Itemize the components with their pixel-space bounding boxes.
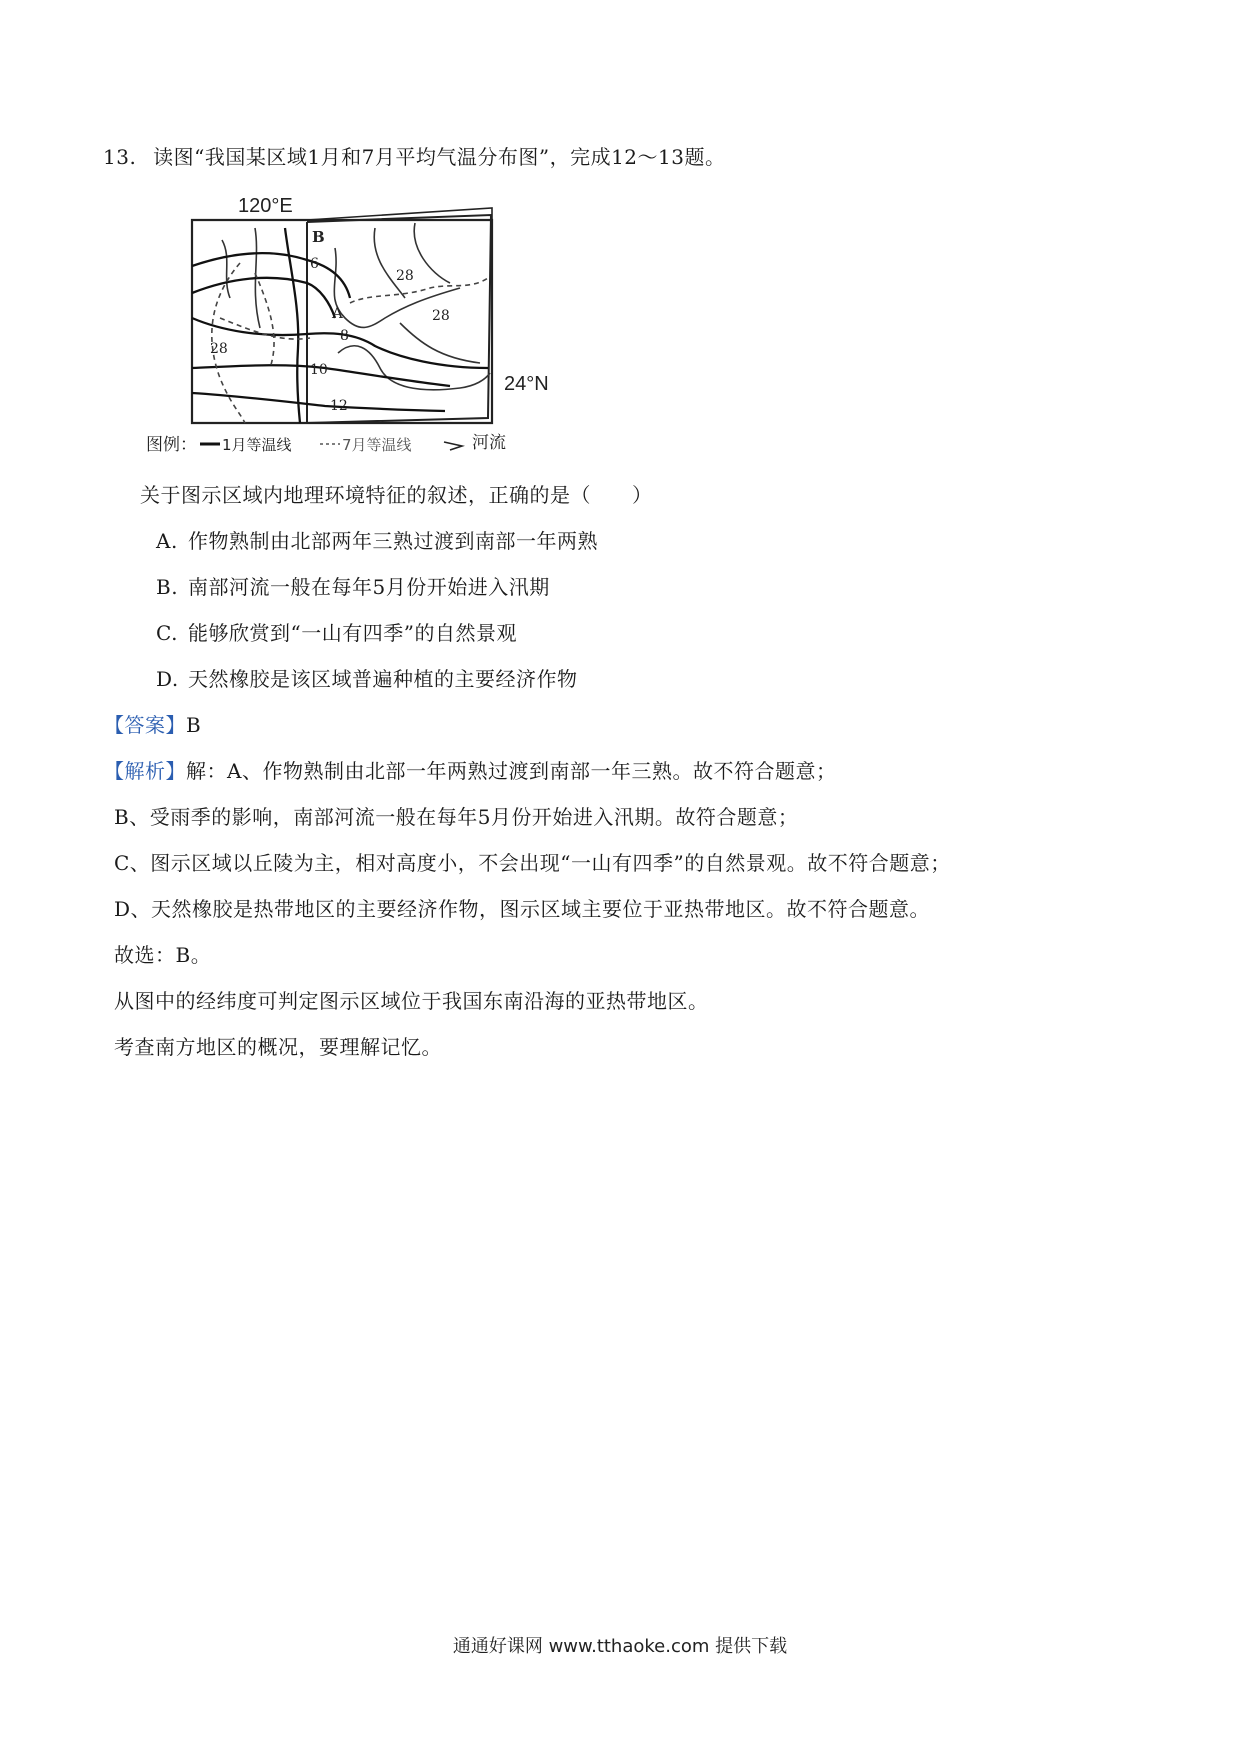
isotherm-label-28-top: 28 [396,268,414,284]
legend-jan-label: 1月等温线 [222,436,292,454]
option-a-letter: A. [156,529,178,553]
option-b [156,574,550,600]
question-prompt-line [103,144,725,170]
legend-title: 图例： [146,435,197,455]
option-d [156,666,578,692]
option-d-letter: D. [156,667,179,691]
analysis-reasoning: 从图中的经纬度可判定图示区域位于我国东南沿海的亚热带地区。 [114,989,709,1013]
latitude-label: 24°N [504,373,549,395]
analysis-line-1 [104,758,836,784]
answer-value: B [186,713,202,737]
isotherm-label-28-right: 28 [432,308,450,324]
jan-isotherms [192,228,488,423]
isotherm-label-6: 6 [310,256,319,272]
isotherm-label-12: 12 [330,398,348,414]
answer-tag: 【答案】 [104,713,186,737]
analysis-text-1: 解：A、作物熟制由北部一年两熟过渡到南部一年三熟。故不符合题意； [186,759,837,783]
option-c-text: 能够欣赏到“一山有四季”的自然景观 [188,621,517,645]
longitude-label: 120°E [238,195,293,217]
question-prompt: 读图“我国某区域1月和7月平均气温分布图”，完成12～13题。 [153,145,726,169]
answer-line [104,712,201,738]
analysis-line-2: B、受雨季的影响，南部河流一般在每年5月份开始进入汛期。故符合题意； [114,805,799,829]
isotherm-label-28-left: 28 [210,341,228,357]
legend-jul-label: 7月等温线 [342,436,412,454]
option-a-text: 作物熟制由北部两年三熟过渡到南部一年两熟 [188,529,598,553]
page-footer: 通通好课网 www.tthaoke.com 提供下载 [452,1636,788,1657]
analysis-line-3: C、图示区域以丘陵为主，相对高度小，不会出现“一山有四季”的自然景观。故不符合题意； [114,851,951,875]
option-a [156,528,598,554]
option-c [156,620,517,646]
analysis-conclusion: 故选：B。 [114,943,212,967]
option-c-letter: C. [156,621,178,645]
isotherm-label-8: 8 [340,328,349,344]
analysis-line-4: D、天然橡胶是热带地区的主要经济作物，图示区域主要位于亚热带地区。故不符合题意。 [114,897,931,921]
legend-river-label: 河流 [472,433,506,453]
option-b-letter: B. [156,575,179,599]
legend-river-swatch [444,442,462,450]
temperature-map-figure [146,195,590,514]
isotherm-label-10: 10 [310,362,328,378]
option-b-text: 南部河流一般在每年5月份开始进入汛期 [188,575,550,599]
analysis-summary: 考查南方地区的概况，要理解记忆。 [114,1035,442,1059]
question-number: 13. [103,145,137,169]
map-legend [146,433,506,455]
point-a-label: A [332,304,343,322]
analysis-tag: 【解析】 [104,759,186,783]
point-b-label: B [312,228,325,246]
option-d-text: 天然橡胶是该区域普遍种植的主要经济作物 [188,667,578,691]
question-stem: 关于图示区域内地理环境特征的叙述，正确的是（ ） [140,483,653,507]
